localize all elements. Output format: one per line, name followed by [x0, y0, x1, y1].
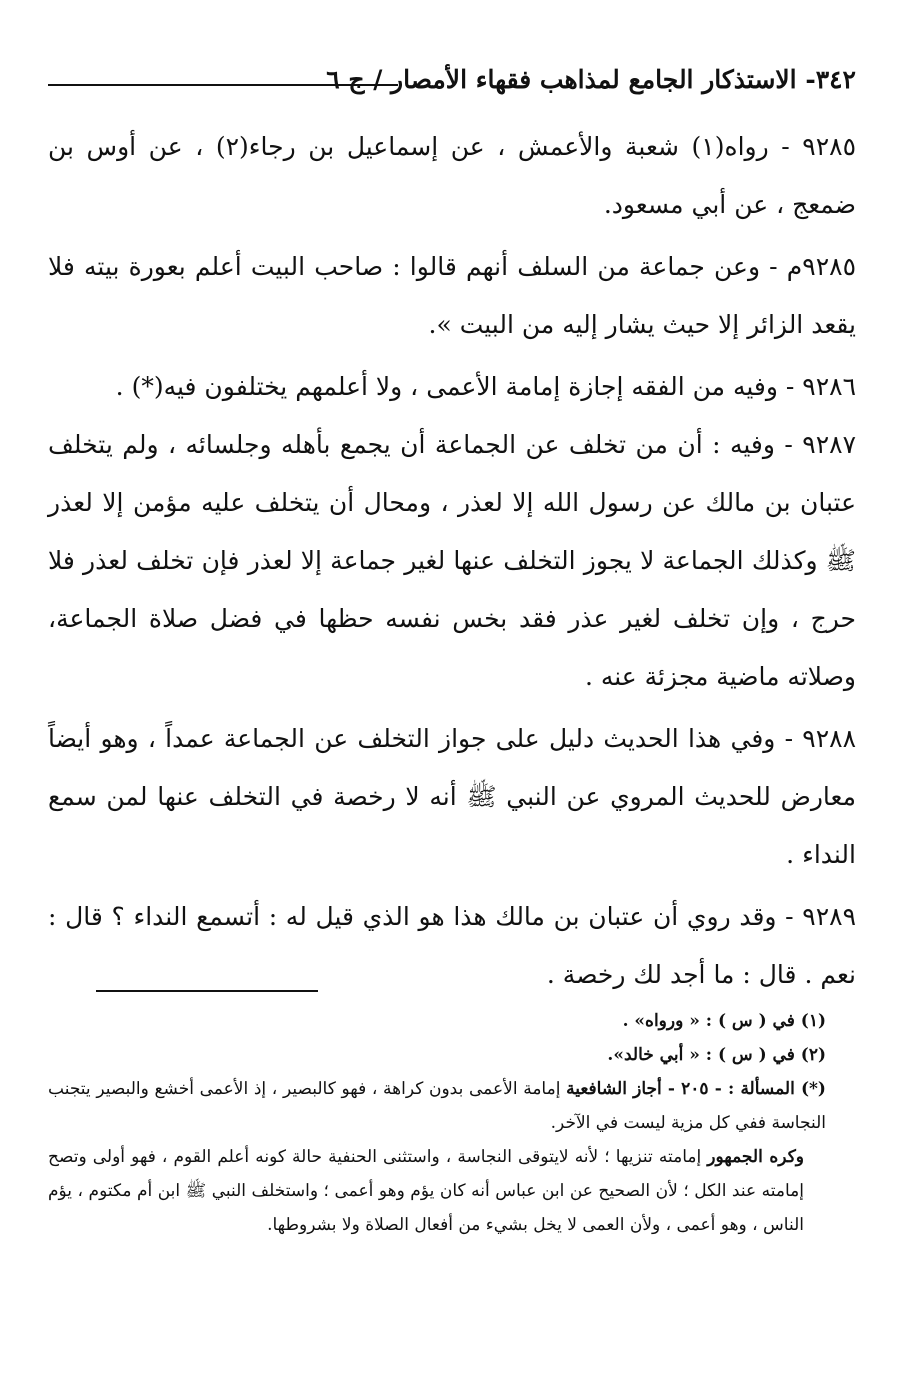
footnotes: [48, 1004, 826, 1242]
paragraph-9289: ٩٢٨٩ - وقد روي أن عتبان بن مالك هذا هو الذي قيل له : أتسمع النداء ؟ قال : نعم . قال : ما أجد لك رخصة .: [48, 902, 856, 989]
footnote-majority-label: وكره الجمهور: [707, 1147, 804, 1167]
footnote-issue-body: إمامة الأعمى بدون كراهة ، فهو كالبصير ، إذ الأعمى أخشع والبصير يتجنب النجاسة ففي كل مزية ليست في الآخر.: [48, 1079, 826, 1133]
main-text: [48, 118, 856, 1004]
page-header: [48, 64, 856, 104]
footnote-2: [48, 1038, 826, 1072]
footnote-separator: [96, 990, 318, 992]
paragraph-9286: ٩٢٨٦ - وفيه من الفقه إجازة إمامة الأعمى ، ولا أعلمهم يختلفون فيه(*) .: [115, 372, 856, 401]
paragraph-9285m: ٩٢٨٥م - وعن جماعة من السلف أنهم قالوا : صاحب البيت أعلم بعورة بيته فلا يقعد الزائر إلا حيث يشار إليه من البيت ».: [48, 252, 856, 339]
footnote-majority-body: إمامته تنزيها ؛ لأنه لايتوقى النجاسة ، واستثنى الحنفية حالة كونه أعلم القوم ، فهو أولى وتصح إمامته عند الكل ؛ لأن الصحيح عن ابن عباس أنه كان يؤم وهو أعمى ؛ واستخلف النبي ﷺ ابن أم مكتوم ، يؤم الناس ، وهو أعمى ، ولأن العمى لا يخل بشيء من أفعال الصلاة ولا بشروطها.: [48, 1147, 804, 1235]
footnote-issue-205: [48, 1072, 826, 1140]
footnote-1-text: (١) في ( س ) : « ورواه» .: [622, 1011, 826, 1031]
footnote-issue-label: (*) المسألة : - ٢٠٥ - أجاز الشافعية: [566, 1079, 826, 1099]
footnote-majority-view: [48, 1140, 826, 1242]
footnote-2-text: (٢) في ( س ) : « أبي خالد».: [607, 1045, 826, 1065]
paragraph-9287: ٩٢٨٧ - وفيه : أن من تخلف عن الجماعة أن يجمع بأهله وجلسائه ، ولم يتخلف عتبان بن مالك عن رسول الله إلا لعذر ، ومحال أن يتخلف عليه مؤمن إلا لعذر ﷺ وكذلك الجماعة لا يجوز التخلف عنها لغير جماعة إلا لعذر فإن تخلف لعذر فلا حرج ، وإن تخلف لغير عذر فقد بخس نفسه حظها في فضل صلاة الجماعة، وصلاته ماضية مجزئة عنه .: [48, 430, 856, 691]
footnote-1: [48, 1004, 826, 1038]
header-rule: [48, 84, 398, 86]
paragraph-9288: ٩٢٨٨ - وفي هذا الحديث دليل على جواز التخلف عن الجماعة عمداً ، وهو أيضاً معارض للحديث المروي عن النبي ﷺ أنه لا رخصة في التخلف عنها لمن سمع النداء .: [48, 724, 856, 869]
paragraph-9285: ٩٢٨٥ - رواه(١) شعبة والأعمش ، عن إسماعيل بن رجاء(٢) ، عن أوس بن ضمعج ، عن أبي مسعود.: [48, 132, 856, 219]
running-title: ٣٤٢- الاستذكار الجامع لمذاهب فقهاء الأمصار / ج ٦: [326, 65, 856, 94]
